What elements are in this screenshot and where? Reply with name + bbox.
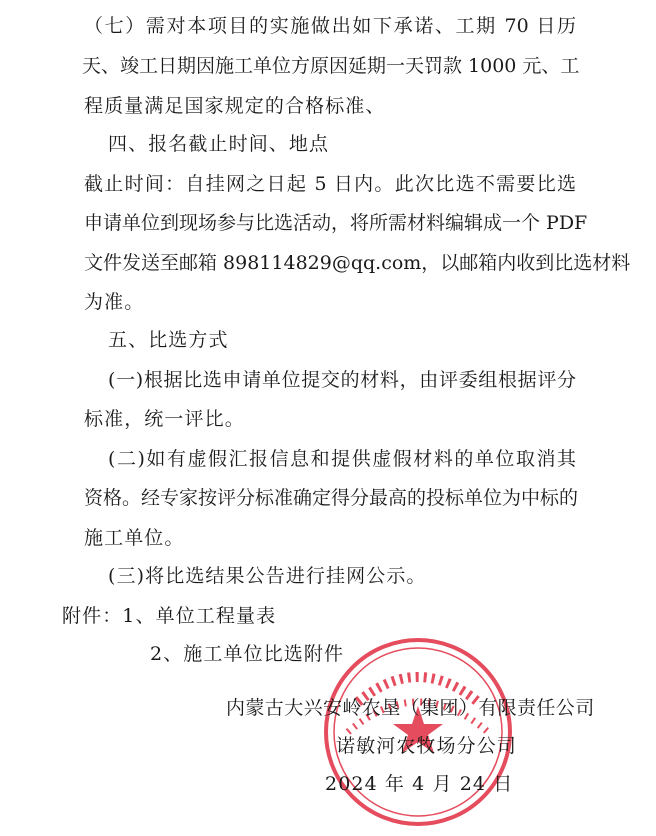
method-2-line-2: 资格。经专家按评分标准确定得分最高的投标单位为中标的 [84,487,579,509]
heading-deadline: 四、报名截止时间、地点 [108,133,330,155]
deadline-line-2: 申请单位到现场参与比选活动，将所需材料编辑成一个 PDF [84,212,588,234]
deadline-line-3: 文件发送至邮箱 898114829@qq.com，以邮箱内收到比选材料 [84,252,631,274]
section-7-line-3: 程质量满足国家规定的合格标准、 [84,95,386,117]
heading-method: 五、比选方式 [108,329,229,351]
attachment-1: 附件：1、单位工程量表 [62,605,277,627]
deadline-line-1: 截止时间：自挂网之日起 5 日内。此次比选不需要比选 [84,173,576,195]
deadline-line-4: 为准。 [84,291,145,313]
method-3-line-1: (三)将比选结果公告进行挂网公示。 [108,565,427,587]
attachment-2: 2、施工单位比选附件 [150,643,345,665]
method-1-line-2: 标准，统一评比。 [84,408,245,430]
section-7-line-1: （七）需对本项目的实施做出如下承诺、工期 70 日历 [84,15,576,37]
method-2-line-3: 施工单位。 [84,527,185,549]
section-7-line-2: 天、竣工日期因施工单位方原因延期一天罚款 1000 元、工 [82,55,580,77]
issue-date: 2024 年 4 月 24 日 [325,773,514,795]
method-1-line-1: (一)根据比选申请单位提交的材料，由评委组根据评分 [108,369,576,391]
method-2-line-1: (二)如有虚假汇报信息和提供虚假材料的单位取消其 [108,448,576,470]
company-seal [318,632,518,832]
organization-name: 内蒙古大兴安岭农垦（集团）有限责任公司 [226,697,595,719]
branch-name: 诺敏河农牧场分公司 [336,735,517,757]
